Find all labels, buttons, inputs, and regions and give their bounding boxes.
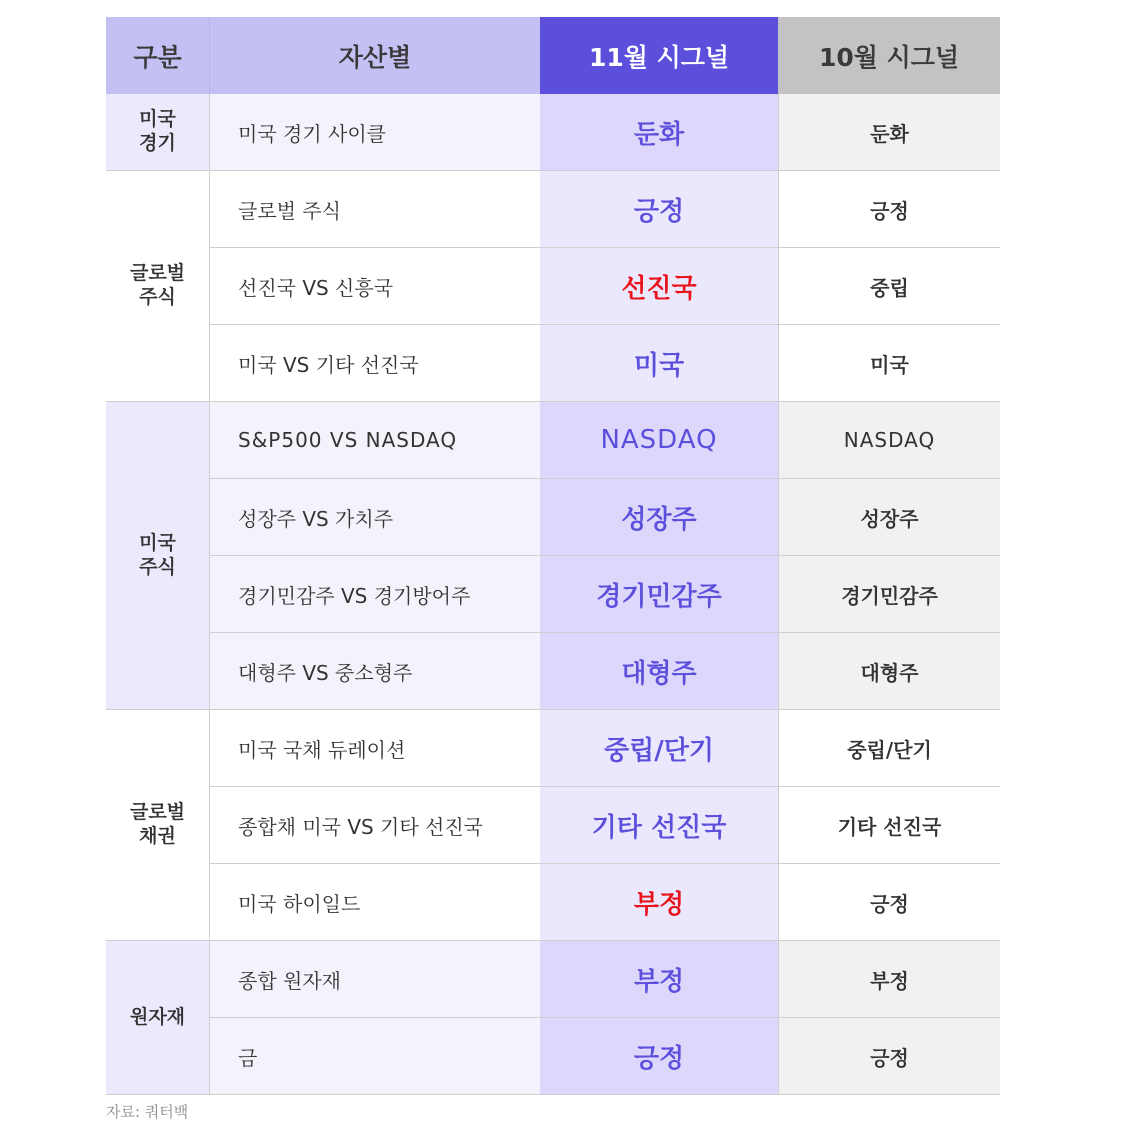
row-november-signal: 부정: [540, 941, 778, 1018]
row-october-signal: 긍정: [778, 171, 1000, 248]
category-global-equity: 글로벌 주식: [106, 171, 210, 402]
row-asset: 대형주 VS 중소형주: [210, 633, 540, 710]
row-november-signal: 대형주: [540, 633, 778, 710]
header-category: 구분: [106, 17, 210, 94]
row-october-signal: 부정: [778, 941, 1000, 1018]
row-asset: 글로벌 주식: [210, 171, 540, 248]
row-asset: 종합 원자재: [210, 941, 540, 1018]
row-october-signal: 긍정: [778, 864, 1000, 941]
category-us-equity: 미국 주식: [106, 402, 210, 710]
row-november-signal: 경기민감주: [540, 556, 778, 633]
row-november-signal: NASDAQ: [540, 402, 778, 479]
row-november-signal: 둔화: [540, 94, 778, 171]
row-october-signal: 중립: [778, 248, 1000, 325]
row-asset: S&P500 VS NASDAQ: [210, 402, 540, 479]
row-asset: 종합채 미국 VS 기타 선진국: [210, 787, 540, 864]
row-november-signal: 성장주: [540, 479, 778, 556]
category-commodity: 원자재: [106, 941, 210, 1095]
row-october-signal: 기타 선진국: [778, 787, 1000, 864]
row-asset: 미국 경기 사이클: [210, 94, 540, 171]
row-asset: 미국 VS 기타 선진국: [210, 325, 540, 402]
row-november-signal: 미국: [540, 325, 778, 402]
row-october-signal: 성장주: [778, 479, 1000, 556]
row-october-signal: 경기민감주: [778, 556, 1000, 633]
row-october-signal: 대형주: [778, 633, 1000, 710]
category-us-economy: 미국 경기: [106, 94, 210, 171]
row-october-signal: 미국: [778, 325, 1000, 402]
row-november-signal: 부정: [540, 864, 778, 941]
header-asset: 자산별: [210, 17, 540, 94]
row-october-signal: 중립/단기: [778, 710, 1000, 787]
row-november-signal: 선진국: [540, 248, 778, 325]
row-november-signal: 기타 선진국: [540, 787, 778, 864]
row-october-signal: 둔화: [778, 94, 1000, 171]
header-october-signal: 10월 시그널: [778, 17, 1000, 94]
row-october-signal: NASDAQ: [778, 402, 1000, 479]
row-asset: 미국 하이일드: [210, 864, 540, 941]
row-november-signal: 긍정: [540, 171, 778, 248]
category-global-bond: 글로벌 채권: [106, 710, 210, 941]
row-asset: 선진국 VS 신흥국: [210, 248, 540, 325]
header-november-signal: 11월 시그널: [540, 17, 778, 94]
row-asset: 미국 국채 듀레이션: [210, 710, 540, 787]
row-november-signal: 중립/단기: [540, 710, 778, 787]
row-november-signal: 긍정: [540, 1018, 778, 1095]
row-asset: 경기민감주 VS 경기방어주: [210, 556, 540, 633]
row-october-signal: 긍정: [778, 1018, 1000, 1095]
row-asset: 금: [210, 1018, 540, 1095]
signal-grid: [106, 17, 1000, 1095]
source-note: 자료: 쿼터백: [106, 1103, 189, 1121]
row-asset: 성장주 VS 가치주: [210, 479, 540, 556]
signal-table: [106, 17, 1000, 1095]
